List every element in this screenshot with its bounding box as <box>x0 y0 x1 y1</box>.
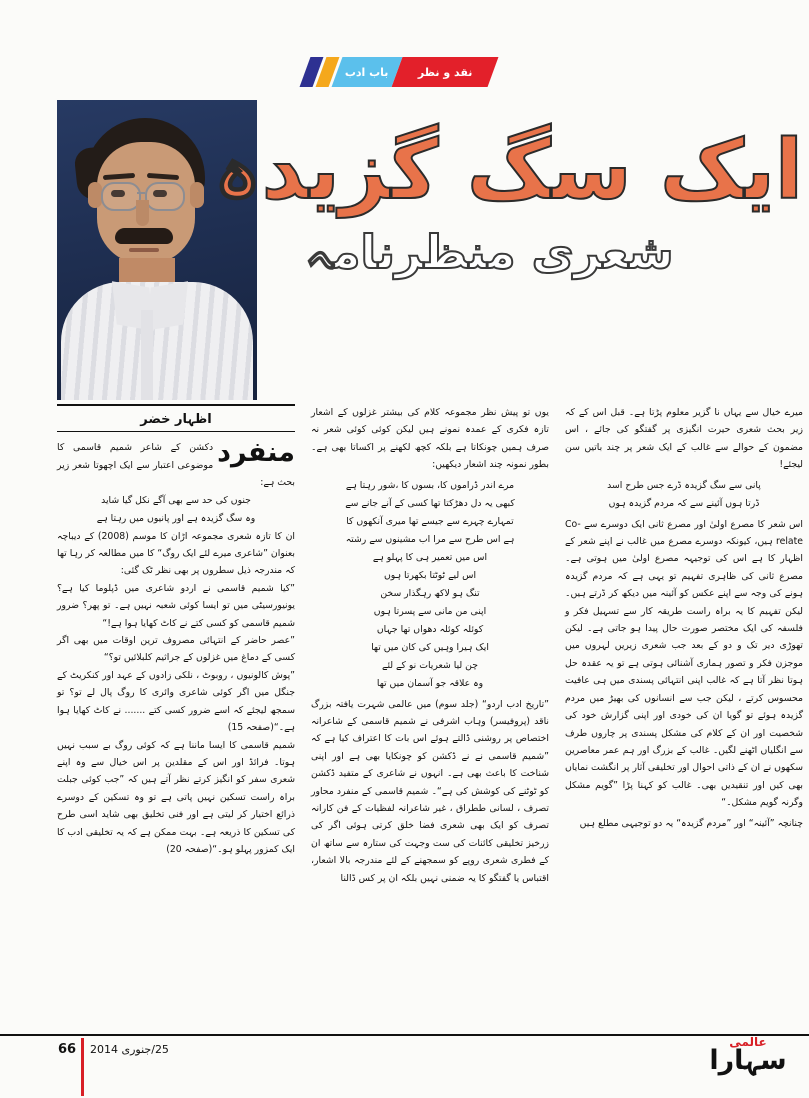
verse-block <box>311 477 549 693</box>
verse-line: ہے اس طرح سے مرا اب مشینوں سے رشتہ <box>345 533 515 545</box>
verse-line: اپنی من مانی سے پسرتا ہوں <box>373 605 487 617</box>
paragraph: چنانچہ ”آئینہ“ اور ”مردم گزیدہ“ یہ دو توجیہی مطلع ہیں <box>579 817 803 829</box>
article-subtitle: شعری منظرنامہ <box>305 224 674 279</box>
verse-line: تنگ ہو لاکھ رہگذار سخن <box>380 587 480 599</box>
logo-text-aalmi: عالمی <box>729 1035 767 1049</box>
logo-text-sahara: سہارا <box>709 1045 787 1076</box>
paragraph: میرے خیال سے یہاں نا گزیر معلوم پڑتا ہے۔ قبل اس کے کہ زیر بحث شعری حیرت انگیزی پر گفتگو کی جائے ، اس مضمون کے حوالے سے غالب کے ایک شعر پر چند باتیں سن لیجئے! <box>565 407 803 471</box>
publication-logo <box>693 1037 803 1075</box>
portrait-eyeglass-left <box>101 182 141 211</box>
verse-line: چن لیا شعریات نو کے لئے <box>382 659 478 671</box>
column-right <box>57 404 295 1014</box>
portrait-moustache <box>115 228 173 244</box>
paragraph: ”کیا شمیم قاسمی نے اردو شاعری میں ڈپلوما کیا ہے؟ یونیورسیٹی میں تو ایسا کوئی شعبہ نہیں ہے۔ تو پھر؟ ضرور شمیم قاسمی کو کسی کتے نے کاٹ کھایا ہوا ہے!“ <box>57 582 295 629</box>
verse-line: جنوں کی حد سے بھی آگے نکل گیا شاید <box>101 494 251 506</box>
portrait-eyeglass-right <box>145 182 185 211</box>
verse-line: تمہارے چہرے سے جیسے تھا میری آنکھوں کا <box>346 515 514 527</box>
page-number: 66 <box>57 1042 77 1057</box>
paragraph: یوں تو پیش نظر مجموعہ کلام کی بیشتر غزلوں کے اشعار تازہ فکری کے عمدہ نمونے ہیں لیکن کوئی کوئی شعر نہ صرف ہمیں چونکاتا ہے بلکہ کچھ لکھنے پر اکساتا بھی ہے۔ بطور نمونہ چند اشعار دیکھیں: <box>311 407 549 471</box>
verse-line: کبھی یہ دل دھڑکتا تھا کسی کے آنے جانے سے <box>345 497 515 509</box>
paragraph: اس شعر کا مصرع اولیٰ اور مصرع ثانی ایک دوسرے سے Co-relate ہیں، کیونکہ دوسرے مصرع میں غالب نے اپنے شعر کے اظہار کا ہے اس کی توجیہہ مصرع اولیٰ میں ہوتی ہے۔ مصرع ثانی کی ظاہری تفہیم تو یہی ہے کہ مردم گزیدہ ہونے کی وجہ سے اپنے عکس کو آئینہ میں دیکھ کر ڈرتے ہیں۔ لیکن تفہیم کا یہ براہ راست طریقہ کار سے تسہیل فکر و فلسفہ کی ایک مختصر صورت حال پیدا ہو جاتی ہے۔ لیکن تھوڑی دیر تک و دو کے بعد جب شعری زیریں لہروں میں موجزن فکر و تصور ہماری آشنائی ہوتی ہے تو یہ عقدہ حل ہوتا نظر آتا ہے کہ غالب اپنی انتہائی پسندی میں ہی عافیت محسوس کرتے ، لیکن جب سے انسانوں کی بھیڑ میں مردم گزیدہ ہوئے تو گویا ان کی خودی اور اپنی گزارش خود کی شخصیت اور ان کے کلام کی مشکل پسندی پر چاروں طرف سے انگلیاں اٹھنے لگیں۔ غالب کے بزرگ اور ہم عمر معاصرین سکھوں نے ان کے ذاتی احوال اور تخلیقی آثار پر انگشت نمایاں بھی کیں اور تنقیدیں بھی۔ غالب کو کہنا پڑا ”گویم مشکل وگرنہ گویم مشکل۔“ <box>565 518 803 809</box>
verse-line: وہ علاقہ جو آسمان میں تھا <box>376 677 484 689</box>
verse-line: اس لیے ٹوٹتا بکھرتا ہوں <box>383 569 477 581</box>
ribbon-tab-bab-e-adab[interactable] <box>332 57 403 87</box>
ribbon-tab-label-naqd: نقد و نظر <box>417 65 473 79</box>
ribbon-tab-label-bab: باب ادب <box>345 65 389 79</box>
verse-line: مرے اندر ڈراموں کا، بسوں کا ،شور رہتا ہے <box>345 479 515 491</box>
section-ribbon <box>305 57 493 87</box>
footer-accent-bar <box>81 1038 84 1096</box>
verse-line: کوئلہ کوئلہ دھواں تھا جہاں <box>376 623 484 635</box>
verse-line: پانی سے سگ گزیدہ ڈرے جس طرح اسد <box>607 479 761 491</box>
drop-cap: منفرد <box>217 437 295 469</box>
byline-author-name: اظہار خضر <box>140 412 212 427</box>
portrait-shirt-placket <box>141 310 153 400</box>
portrait-ear-right <box>190 182 204 208</box>
article-title: ایک سگ گزیدہ <box>213 123 803 218</box>
byline-rule-bottom <box>57 431 295 432</box>
portrait-ear-left <box>88 182 102 208</box>
verse-line: اس میں تعمیر ہی کا پہلو ہے <box>372 551 488 563</box>
verse-line: ایک ہیرا وہیں کی کان میں تھا <box>371 641 489 653</box>
portrait-nose <box>136 200 149 226</box>
author-portrait-photo <box>57 100 257 400</box>
verse-block <box>565 477 803 513</box>
portrait-eyeglass-bridge <box>137 192 145 194</box>
paragraph: ”تاریخ ادب اردو“ (جلد سوم) میں عالمی شہرت یافتہ بزرگ ناقد (پروفیسر) وہاب اشرفی نے شمیم قاسمی کے شاعرانہ اختصاص پر روشنی ڈالتے ہوئے اس بات کا اعتراف کیا ہے کہ ”شمیم قاسمی نے نے ڈکشن کو چونکایا بھی ہے اور اپنی شناخت کا باعث بھی ہے۔ انہوں نے شاعری کے متفید ڈکشن کو ٹوٹنے کی کوشش کی ہے“۔ شمیم قاسمی کے منفرد محاور تصرف ، لسانی ططراق ، غیر شاعرانہ لفظیات کے فن کارانہ تصرف کو ایک بھی شعری فضا خلق کرتی ہوئی اگر کی زرخیز تخلیقی کائنات کی ست وجہت کی ستارہ سے ساتھ ان کے فطری شعری روپے کو سمجھنے کے لئے مندرجہ بالا اشعار، اقتباس یا گفتگو کا یہ ضمنی نہیں بلکہ ان پر کس ڈالنا <box>311 698 549 884</box>
article-masthead <box>213 120 803 370</box>
verse-line: ڈرتا ہوں آئینے سے کہ مردم گزیدہ ہوں <box>608 497 760 509</box>
issue-date: 25/جنوری 2014 <box>90 1043 169 1056</box>
paragraph: ”پوش کالونیوں ، روبوٹ ، نلکی زادوں کے عہد اور کنکریٹ کے جنگل میں اگر کوئی شاعری وائری کا روگ پال لے تو؟ تو سمجھ لیجئے کہ اسے ضرور کسی کتے ....... نے کاٹ کھایا ہوا ہے۔“(صفحہ 15) <box>57 669 295 734</box>
byline-author <box>57 410 295 431</box>
verse-line: وہ سگ گزیدہ ہے اور پانیوں میں رہتا ہے <box>96 512 256 524</box>
column-left <box>565 404 803 1014</box>
portrait-mouth <box>129 248 159 252</box>
paragraph-text: دکشن کے شاعر شمیم قاسمی کا موضوعی اعتبار سے ایک اچھوتا شعر زیر بحث ہے: <box>57 442 295 489</box>
paragraph <box>57 439 295 491</box>
paragraph: شمیم قاسمی کا ایسا ماننا ہے کہ کوئی روگ بے سبب نہیں ہوتا۔ فرائڈ اور اس کے مقلدین پر اس خیال سے وہ اپنے شعری سفر کو انگیز کرتے نظر آتے ہیں کہ ”جب کوئی جبلت براہ راست تسکین نہیں پاتی ہے تو وہ تسکین کے دوسرے ذرائع اختیار کر لیتی ہے اور فنی تخلیق بھی شاید اسی طرح کی تسکین کا ذریعہ ہے۔ بہت ممکن ہے کہ یہ تخلیقی ادب کا ایک کمزور پہلو ہو۔“(صفحہ 20) <box>57 739 295 855</box>
page-footer <box>0 1036 809 1098</box>
byline-rule-top <box>57 404 295 406</box>
paragraph: ”عصر حاضر کے انتہائی مصروف ترین اوقات میں بھی اگر کسی کے دماغ میں غزلوں کے جراثیم کلبلائیں تو؟“ <box>57 635 295 664</box>
column-middle <box>311 404 549 1014</box>
ribbon-tab-naqd-o-nazar[interactable] <box>392 57 499 87</box>
author-portrait-frame <box>57 100 257 400</box>
paragraph: ان کا تازہ شعری مجموعہ اڑان کا موسم (2008) کے دیباچہ بعنوان ”شاعری میرے لئے ایک روگ“ کا میں مطالعہ کر رہا تھا کہ مندرجہ ذیل سطروں پر بھی نظر ٹک گئی: <box>57 530 295 577</box>
article-body-columns <box>57 404 803 1014</box>
